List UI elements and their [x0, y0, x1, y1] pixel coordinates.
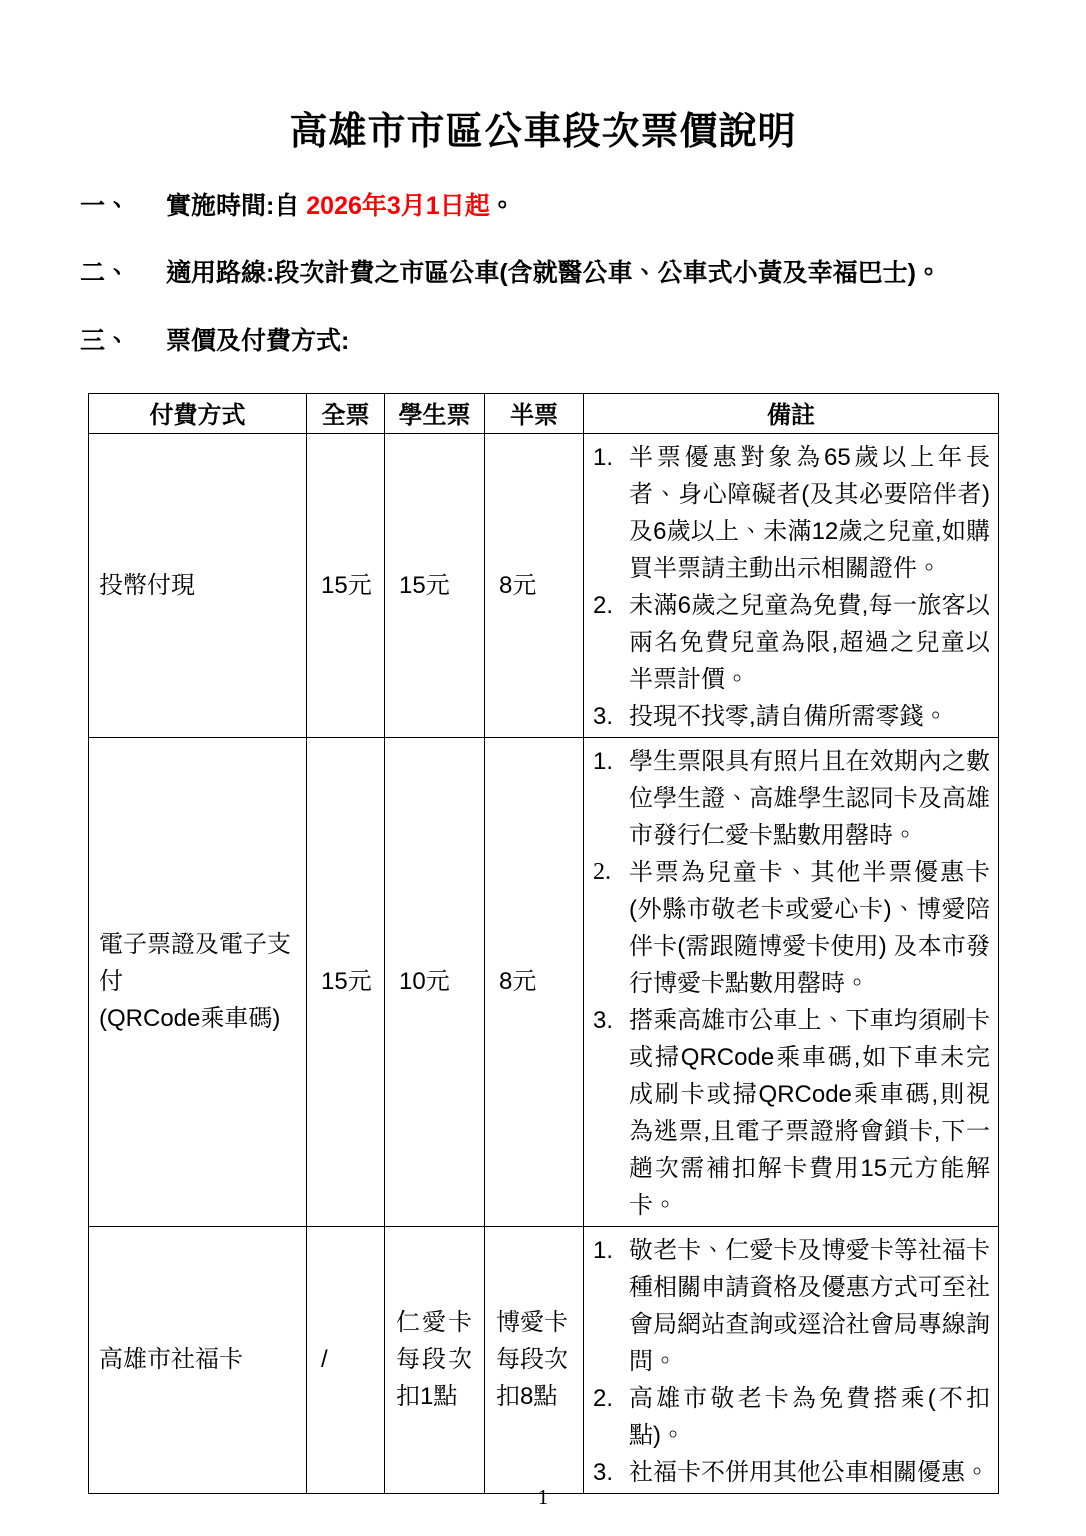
- note-text: 搭乘高雄市公車上、下車均須刷卡或掃QRCode乘車碼,如下車未完成刷卡或掃QRCode乘車碼,則視為逃票,且電子票證將會鎖卡,下一趟次需補扣解卡費用15元方能解卡。: [629, 1006, 990, 1219]
- note-text: 高雄市敬老卡為免費搭乘(不扣點)。: [629, 1384, 990, 1449]
- note-item: [593, 698, 990, 735]
- table-header-row: [89, 393, 999, 433]
- section-text-prefix: 實施時間:自: [166, 192, 307, 220]
- note-text: 投現不找零,請自備所需零錢。: [629, 702, 948, 730]
- note-text: 學生票限具有照片且在效期內之數位學生證、高雄學生認同卡及高雄市發行仁愛卡點數用罄時。: [629, 747, 990, 849]
- note-number: 3.: [593, 1458, 614, 1486]
- fare-line: 每段次: [496, 1346, 568, 1374]
- note-number: 3.: [593, 1006, 614, 1034]
- note-item: [593, 743, 990, 854]
- section-applicable-routes: [80, 258, 1006, 289]
- note-number: 2.: [593, 1384, 614, 1412]
- note-item: [593, 439, 990, 587]
- method-line: 高雄市社福卡: [99, 1346, 243, 1374]
- fare-line: 扣1點: [396, 1383, 458, 1411]
- cell-half-fare: [485, 1226, 584, 1493]
- note-item: [593, 587, 990, 698]
- fare-line: 博愛卡: [496, 1309, 568, 1337]
- note-number: 3.: [593, 702, 614, 730]
- cell-student-fare: 10元: [385, 737, 485, 1226]
- cell-remarks: [584, 433, 999, 737]
- note-item: [593, 1232, 990, 1380]
- header-student-fare: 學生票: [385, 393, 485, 433]
- section-fares-and-payment: [80, 326, 1006, 357]
- cell-full-fare: 15元: [307, 737, 385, 1226]
- fare-line: 每段次: [396, 1346, 472, 1374]
- note-number: 1.: [593, 747, 614, 775]
- student-fare-lines: [396, 1304, 472, 1415]
- cell-method: [89, 1226, 307, 1493]
- cell-full-fare: 15元: [307, 433, 385, 737]
- header-remarks: 備註: [584, 393, 999, 433]
- method-line: 電子票證及電子支付: [99, 931, 291, 996]
- page-title: 高雄市市區公車段次票價說明: [289, 111, 797, 153]
- table-row-cash: [89, 433, 999, 737]
- note-number: 1.: [593, 1236, 614, 1264]
- fare-line: 仁愛卡: [396, 1309, 472, 1337]
- method-line: 投幣付現: [99, 571, 195, 599]
- header-full-fare: 全票: [307, 393, 385, 433]
- cell-half-fare: 8元: [485, 737, 584, 1226]
- note-item: [593, 1002, 990, 1224]
- cell-student-fare: 15元: [385, 433, 485, 737]
- section-marker: 一、: [80, 192, 131, 220]
- note-item: [593, 854, 990, 1002]
- half-fare-lines: [496, 1304, 571, 1415]
- section-implementation-time: [80, 191, 1006, 222]
- cell-remarks: [584, 1226, 999, 1493]
- note-item: [593, 1380, 990, 1454]
- cell-full-fare: /: [307, 1226, 385, 1493]
- fare-table: [88, 393, 999, 1494]
- cell-method: [89, 737, 307, 1226]
- cell-half-fare: 8元: [485, 433, 584, 737]
- header-half-fare: 半票: [485, 393, 584, 433]
- cell-remarks: [584, 737, 999, 1226]
- method-line: (QRCode乘車碼): [99, 1005, 281, 1033]
- highlighted-date: 2026年3月1日起: [306, 192, 490, 220]
- section-text-suffix: 。: [489, 192, 515, 220]
- note-number: 2.: [593, 858, 611, 885]
- cell-method: [89, 433, 307, 737]
- section-text: [166, 191, 515, 222]
- section-text: 票價及付費方式:: [166, 326, 350, 355]
- note-text: 敬老卡、仁愛卡及博愛卡等社福卡種相關申請資格及優惠方式可至社會局網站查詢或逕洽社會局專線詢問。: [629, 1236, 990, 1375]
- section-marker: 三、: [80, 326, 131, 355]
- table-row-social-welfare-card: [89, 1226, 999, 1493]
- section-marker: 二、: [80, 259, 131, 288]
- cell-student-fare: [385, 1226, 485, 1493]
- page-number: 1: [537, 1485, 549, 1509]
- section-text: 適用路線:段次計費之市區公車(含就醫公車、公車式小黃及幸福巴士)。: [166, 259, 941, 288]
- table-row-electronic: [89, 737, 999, 1226]
- note-number: 2.: [593, 591, 614, 619]
- note-text: 社福卡不併用其他公車相關優惠。: [629, 1458, 989, 1486]
- note-text: 半票優惠對象為65歲以上年長者、身心障礙者(及其必要陪伴者)及6歲以上、未滿12歲之兒童,如購買半票請主動出示相關證件。: [629, 443, 990, 582]
- note-text: 半票為兒童卡、其他半票優惠卡(外縣市敬老卡或愛心卡)、博愛陪伴卡(需跟隨博愛卡使用) 及本市發行博愛卡點數用罄時。: [629, 858, 990, 997]
- fare-line: 扣8點: [496, 1383, 558, 1411]
- header-payment-method: 付費方式: [89, 393, 307, 433]
- note-text: 未滿6歲之兒童為免費,每一旅客以兩名免費兒童為限,超過之兒童以半票計價。: [629, 591, 990, 693]
- note-number: 1.: [593, 443, 614, 471]
